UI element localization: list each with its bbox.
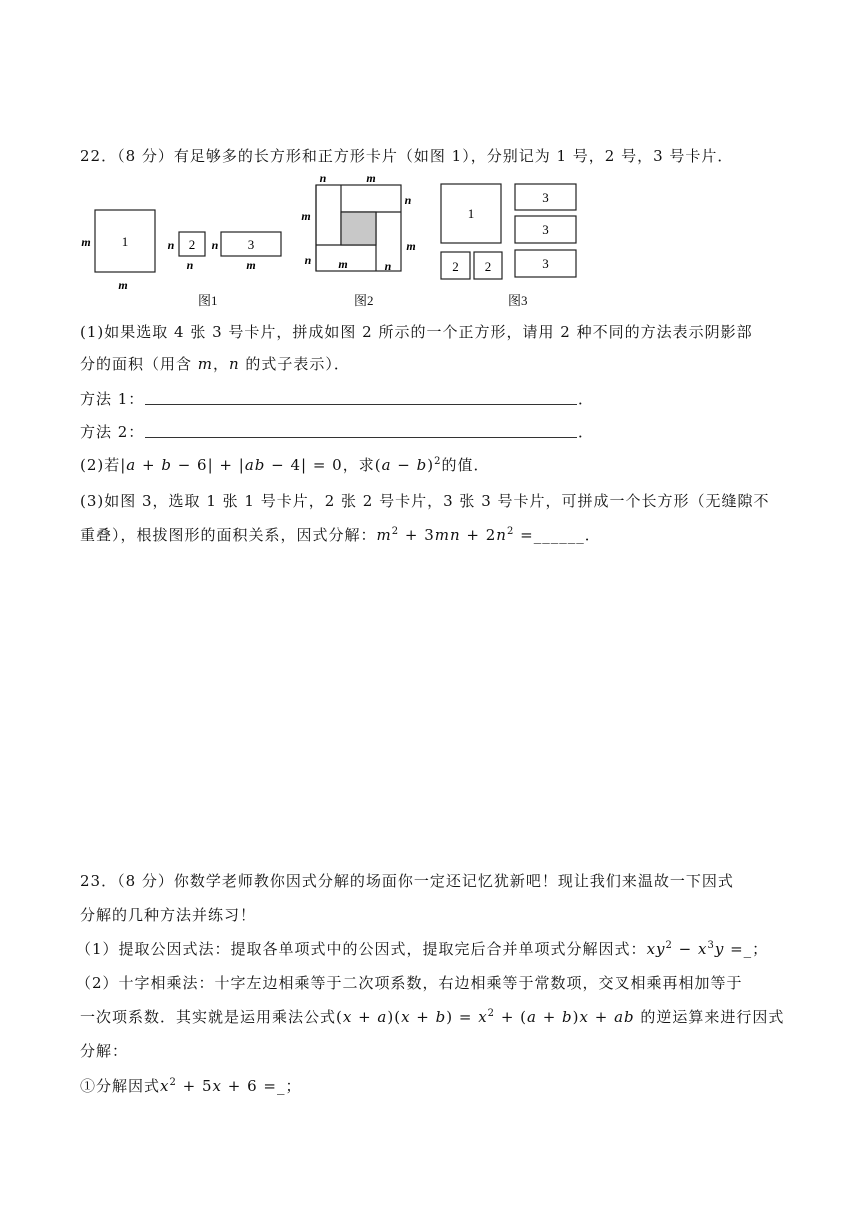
q23-p1-a: 𝑥𝑦 (646, 940, 666, 958)
q23-p1-exp3: 3 (707, 940, 715, 951)
q23-p1-c: 𝑦 = (714, 940, 744, 958)
card-1-side-m: m (81, 235, 91, 249)
q23-p2-prefix: 一次项系数．其实就是运用乘法公式 (80, 1008, 337, 1026)
q23-part1 (76, 939, 796, 959)
q22-method1 (80, 389, 800, 409)
q23-item1-b: + 5𝑥 + 6 = (176, 1077, 277, 1095)
q23-p1-prefix: （1）提取公因式法：提取各单项式中的公因式，提取完后合并单项式分解因式： (76, 940, 647, 958)
method2-answer-line (145, 437, 577, 438)
part3-exp-2: 2 (506, 526, 515, 537)
card-3-side-n: n (211, 238, 219, 252)
card-1-label: 1 (121, 234, 129, 249)
part2-prefix: (2)若 (80, 456, 121, 474)
figure-3-caption: 图3 (508, 293, 528, 308)
fig3-card-3b-label: 3 (542, 222, 549, 237)
fig2-bottom-m: m (338, 257, 348, 271)
q22-header: 22．（8 分）有足够多的长方形和正方形卡片（如图 1），分别记为 1 号，2 号，3 号卡片． (80, 147, 734, 165)
q23-item1 (80, 1076, 800, 1096)
fig3-card-1-label: 1 (467, 206, 475, 221)
part3-blank: ______ (533, 526, 585, 544)
fig3-card-2b-label: 2 (484, 259, 492, 274)
card-1-bottom-m: m (118, 278, 128, 292)
fig3-card-3a-label: 3 (542, 190, 549, 205)
fig2-left-m: m (301, 209, 311, 223)
q23-p1-end: _； (743, 940, 769, 958)
method1-answer-line (145, 404, 577, 405)
part2-expression2: (𝑎 − 𝑏) (374, 456, 435, 474)
figure-1 (76, 196, 296, 300)
card-3-label: 3 (247, 237, 255, 252)
part2-mid: ，求 (342, 456, 375, 474)
method2-label: 方法 2： (80, 423, 145, 441)
fig3-card-2a-label: 2 (452, 259, 459, 274)
q23-p1-b: − 𝑥 (672, 940, 708, 958)
q23-part2-line1: （2）十字相乘法：十字左边相乘等于二次项系数，右边相乘等于常数项，交叉相乘再相加等于 (76, 974, 743, 992)
card-3-bottom-m: m (246, 258, 256, 272)
fig2-top-n: n (319, 172, 327, 185)
part3-expr-a: 𝑚 (376, 526, 392, 544)
figure-2 (296, 172, 426, 284)
figure-2-shaded-square (341, 212, 376, 245)
figure-3 (436, 178, 586, 288)
q23-p2-expr-b: + (𝑎 + 𝑏)𝑥 + 𝑎𝑏 (495, 1008, 635, 1026)
q23-item1-prefix: ①分解因式 (80, 1077, 161, 1095)
card-2-bottom-n: n (186, 258, 194, 272)
figure-2-caption: 图2 (354, 293, 374, 308)
q23-item1-exp: 2 (169, 1077, 177, 1088)
card-2-side-n: n (167, 238, 175, 252)
part3-prefix: 重叠），根拔图形的面积关系，因式分解： (80, 526, 377, 544)
q23-p2-suffix: 的逆运算来进行因式 (634, 1008, 785, 1026)
q22-part1-line1: (1)如果选取 4 张 3 号卡片，拼成如图 2 所示的一个正方形，请用 2 种不同的方法表示阴影部 (80, 323, 753, 341)
q22-method2 (80, 422, 800, 442)
part3-exp-1: 2 (391, 526, 400, 537)
q23-header: 23．（8 分）你数学老师教你因式分解的场面你一定还记忆犹新吧！现让我们来温故一下因式 (80, 872, 734, 890)
fig2-left-n: n (304, 253, 312, 267)
method1-label: 方法 1： (80, 390, 145, 408)
fig2-right-n: n (404, 193, 412, 207)
part3-expr-b: + 3𝑚𝑛 + 2𝑛 (399, 526, 507, 544)
figure-1-caption: 图1 (198, 293, 218, 308)
q22-part2 (80, 455, 800, 475)
fig2-right-m: m (406, 239, 416, 253)
fig2-top-m: m (366, 172, 376, 185)
q23-p2-expr-a: (𝑥 + 𝑎)(𝑥 + 𝑏) = 𝑥 (336, 1008, 488, 1026)
q23-item1-end: _； (276, 1077, 302, 1095)
q23-item1-a: 𝑥 (160, 1077, 170, 1095)
card-2-label: 2 (188, 237, 196, 252)
method2-end: ． (578, 423, 595, 441)
q23-part2-line2 (80, 1007, 800, 1027)
part3-expr-c: = (514, 526, 534, 544)
q23-header2: 分解的几种方法并练习！ (80, 906, 257, 924)
q22-part3-line2 (80, 525, 800, 545)
q23-p1-exp2: 2 (665, 940, 673, 951)
fig2-bottom-n: n (384, 259, 392, 273)
part2-suffix: 的值． (441, 456, 490, 474)
part3-end: ． (584, 526, 601, 544)
q22-part1-line2: 分的面积（用含 𝑚，𝑛 的式子表示）． (80, 355, 350, 373)
part2-expression: |𝑎 + 𝑏 − 6| + |𝑎𝑏 − 4| = 0 (120, 456, 343, 474)
q23-part2-line3: 分解： (80, 1042, 129, 1060)
method1-end: ． (578, 390, 595, 408)
q22-part3-line1: (3)如图 3，选取 1 张 1 号卡片，2 张 2 号卡片，3 张 3 号卡片，可拼成一个长方形（无缝隙不 (80, 492, 770, 510)
part2-exponent: 2 (434, 456, 442, 467)
fig3-card-3c-label: 3 (542, 256, 549, 271)
q23-p2-exp: 2 (487, 1008, 496, 1019)
